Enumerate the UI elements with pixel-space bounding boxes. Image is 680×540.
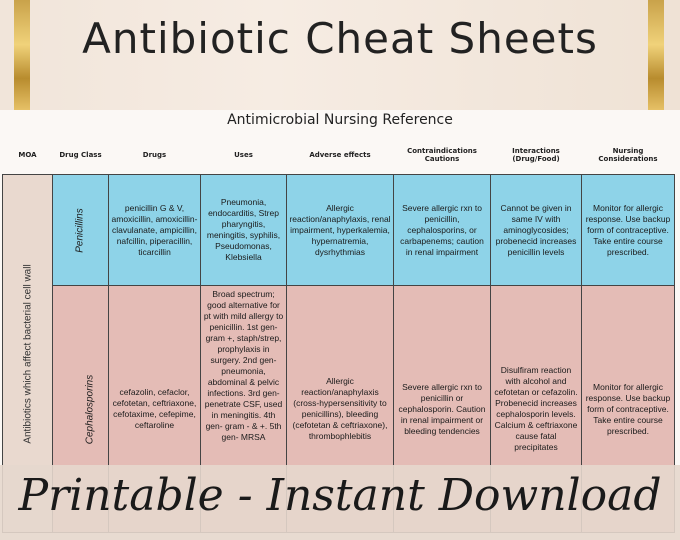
uses-cell: Pneumonia, endocarditis, Strep pharyngitis, meningitis, syphilis, Pseudomonas, Klebsiella bbox=[201, 175, 287, 286]
contraindications-cell: Severe allergic rxn to penicillin or cephalosporin. Caution in renal impairment or bleeding tendencies bbox=[394, 286, 491, 533]
drug-class-cell bbox=[53, 175, 109, 286]
header-banner bbox=[0, 0, 680, 112]
sheet-title: Antimicrobial Nursing Reference bbox=[227, 112, 453, 128]
drugs-cell: cefazolin, cefaclor, cefotetan, ceftriaxone, cefotaxime, cefepime, ceftaroline bbox=[109, 286, 201, 533]
column-header: Nursing Considerations bbox=[582, 136, 675, 175]
drugs-cell: penicillin G & V, amoxicillin, amoxicillin-clavulanate, ampicillin, nafcillin, piperacillin, ticarcillin bbox=[109, 175, 201, 286]
column-header: Interactions (Drug/Food) bbox=[491, 136, 582, 175]
column-header: Drug Class bbox=[53, 136, 109, 175]
column-header: Drugs bbox=[109, 136, 201, 175]
table-row bbox=[3, 175, 675, 286]
table-header-row bbox=[3, 136, 675, 175]
drug-class-label: Cephalosporins bbox=[84, 374, 96, 444]
column-header: Contraindications Cautions bbox=[394, 136, 491, 175]
page-title: Antibiotic Cheat Sheets bbox=[82, 14, 598, 63]
column-header: Adverse effects bbox=[287, 136, 394, 175]
adverse-effects-cell: Allergic reaction/anaphylaxis, renal impairment, hyperkalemia, hypernatremia, dysrhythmias bbox=[287, 175, 394, 286]
column-header: Uses bbox=[201, 136, 287, 175]
moa-label: Antibiotics which affect bacterial cell wall bbox=[22, 263, 33, 444]
nursing-considerations-cell: Monitor for allergic response. Use backup form of contraceptive. Take entire course prescribed. bbox=[582, 175, 675, 286]
drug-class-label: Penicillins bbox=[75, 207, 86, 253]
uses-cell: Broad spectrum; good alternative for pt with mild allergy to penicillin. 1st gen- gram +, staph/strep, prophylaxis in surgery. 2nd gen- pneumonia, abdominal & pelvic infections. 3rd gen- penetrate CSF, used in meningitis. 4th gen- gram - & +. 5th gen- MRSA bbox=[201, 286, 287, 533]
contraindications-cell: Severe allergic rxn to penicillin, cephalosporins, or carbapenems; caution in renal impairment bbox=[394, 175, 491, 286]
column-header: MOA bbox=[3, 136, 53, 175]
nursing-considerations-cell: Monitor for allergic response. Use backup form of contraceptive. Take entire course prescribed. bbox=[582, 286, 675, 533]
interactions-cell: Disulfiram reaction with alcohol and cefotetan or cefazolin. Probenecid increases cephalosporin levels. Calcium & ceftriaxone cause fatal precipitates bbox=[491, 286, 582, 533]
interactions-cell: Cannot be given in same IV with aminoglycosides; probenecid increases penicillin levels bbox=[491, 175, 582, 286]
adverse-effects-cell: Allergic reaction/anaphylaxis (cross-hypersensitivity to penicillins), bleeding (cefotetan & ceftriaxone), thrombophlebitis bbox=[287, 286, 394, 533]
promo-banner-text: Printable - Instant Download bbox=[18, 470, 662, 521]
